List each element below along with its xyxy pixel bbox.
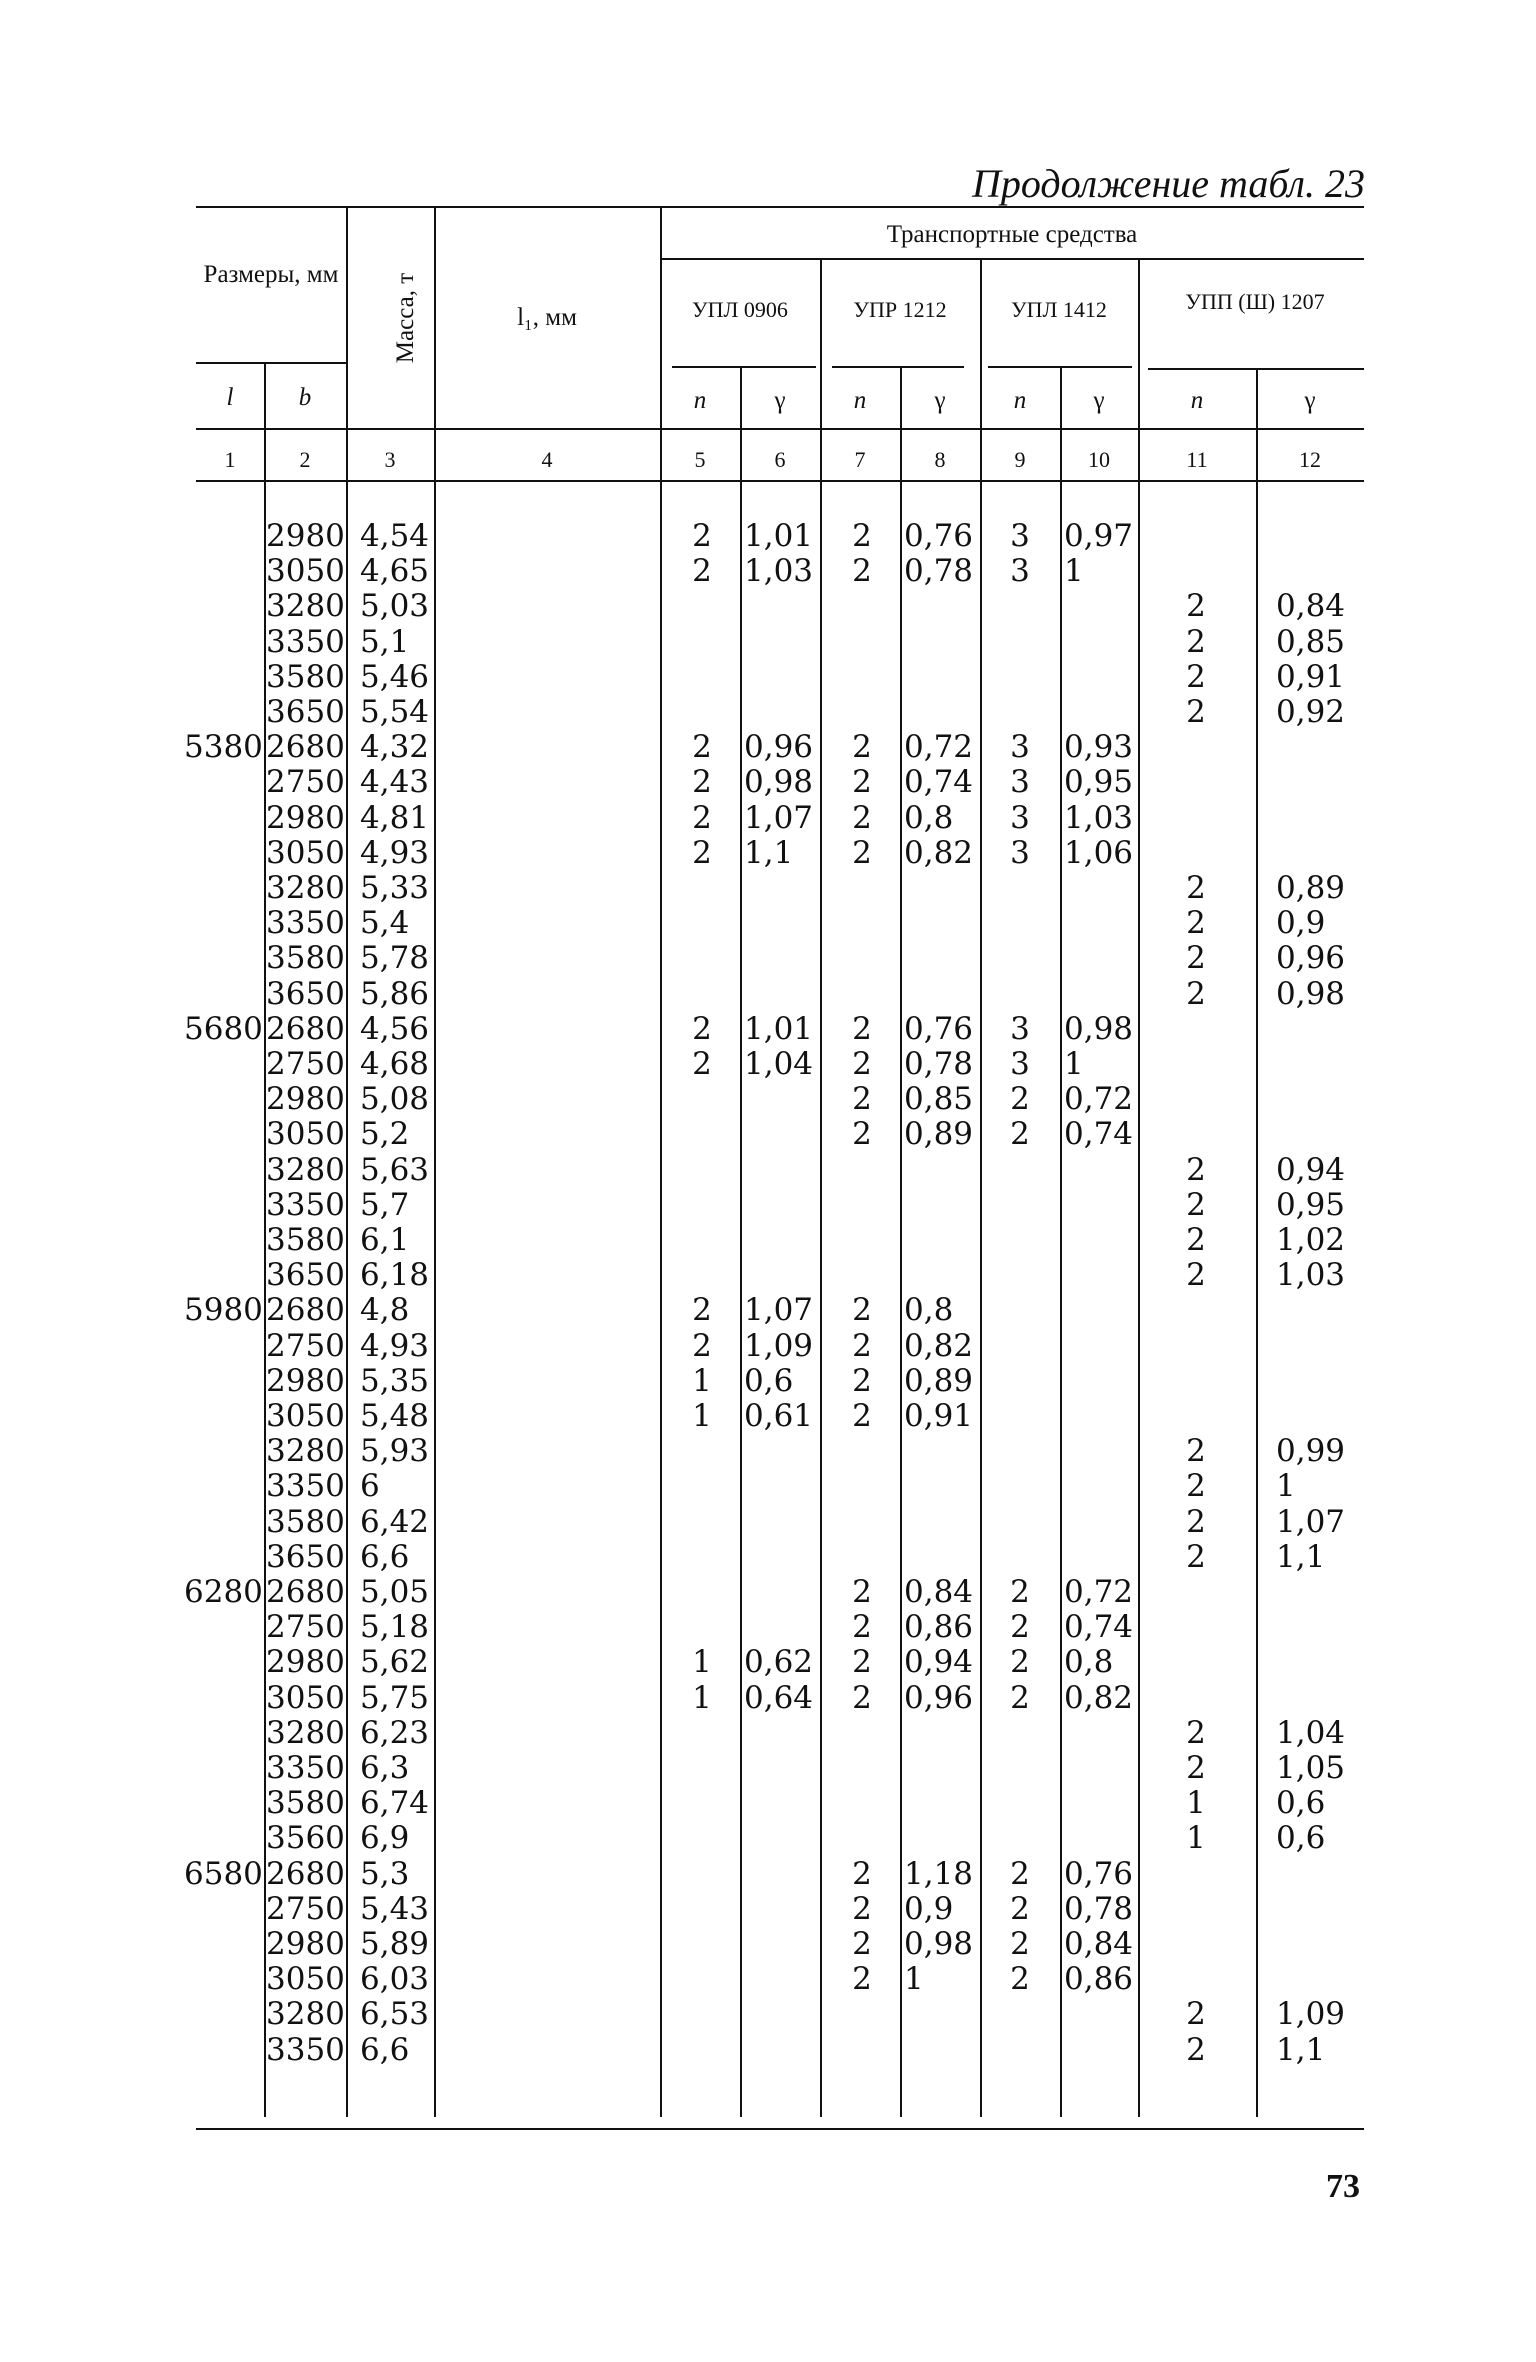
cell-n4: 2 (1186, 1257, 1206, 1294)
cell-m: 5,46 (360, 658, 430, 695)
cell-b: 2980 (266, 518, 345, 554)
cell-b: 3650 (266, 1538, 345, 1575)
cell-g2: 0,89 (904, 1362, 974, 1399)
cell-m: 4,68 (360, 1046, 430, 1082)
colnum-4: 4 (541, 447, 553, 472)
cell-g2: 1 (904, 1961, 924, 1998)
cell-n3: 3 (1010, 764, 1030, 801)
cell-m: 5,4 (360, 905, 410, 942)
cell-b: 2680 (266, 1010, 345, 1047)
cell-b: 3580 (266, 1785, 345, 1822)
cell-b: 3280 (266, 1151, 345, 1188)
cell-g3: 0,82 (1064, 1679, 1134, 1716)
cell-g3: 0,97 (1064, 518, 1134, 554)
cell-l: 5980 (184, 1292, 263, 1329)
cell-n3: 2 (1010, 1679, 1030, 1716)
cell-m: 5,03 (360, 588, 430, 625)
cell-m: 4,54 (360, 518, 430, 554)
cell-n2: 2 (852, 1327, 872, 1364)
cell-g1: 0,62 (744, 1644, 814, 1681)
cell-m: 5,05 (360, 1574, 430, 1610)
cell-m: 6,6 (360, 2031, 410, 2068)
cell-g2: 0,82 (904, 1327, 974, 1364)
cell-b: 2680 (266, 1855, 345, 1892)
header-sizes: Размеры, мм (203, 261, 339, 288)
cell-m: 5,48 (360, 1398, 430, 1434)
cell-m: 5,86 (360, 975, 430, 1012)
cell-g2: 0,96 (904, 1679, 974, 1716)
cell-n2: 2 (852, 1961, 872, 1998)
cell-n3: 3 (1010, 553, 1030, 590)
cell-g1: 1,01 (744, 1010, 814, 1047)
cell-n4: 2 (1186, 905, 1206, 942)
rule-vehicle-2 (832, 366, 964, 368)
cell-n2: 2 (852, 1574, 872, 1610)
cell-n2: 2 (852, 764, 872, 801)
cell-m: 6,23 (360, 1714, 430, 1751)
header-vehicle-3: УПЛ 1412 (1011, 297, 1107, 322)
cell-n4: 2 (1186, 940, 1206, 977)
cell-g2: 0,9 (904, 1890, 954, 1927)
cell-n4: 2 (1186, 694, 1206, 730)
cell-g4: 0,84 (1276, 588, 1346, 625)
cell-g1: 0,6 (744, 1362, 794, 1399)
vline-11 (1256, 368, 1258, 2117)
colnum-9: 9 (1014, 447, 1026, 472)
cell-n2: 2 (852, 1010, 872, 1047)
cell-n2: 2 (852, 1292, 872, 1329)
cell-b: 3050 (266, 1116, 345, 1153)
cell-g2: 0,85 (904, 1081, 974, 1118)
cell-l: 6580 (184, 1855, 263, 1892)
cell-g2: 0,84 (904, 1574, 974, 1610)
cell-m: 6,74 (360, 1785, 430, 1822)
header-l: l (226, 384, 234, 411)
cell-n3: 2 (1010, 1926, 1030, 1962)
cell-n2: 2 (852, 553, 872, 590)
cell-b: 3350 (266, 1468, 345, 1505)
cell-g2: 0,98 (904, 1926, 974, 1962)
cell-b: 2980 (266, 1081, 345, 1118)
colnum-3: 3 (384, 447, 396, 472)
cell-g4: 1,02 (1276, 1222, 1346, 1258)
cell-g3: 0,98 (1064, 1010, 1134, 1047)
cell-m: 6,9 (360, 1820, 410, 1857)
cell-n1: 1 (692, 1644, 712, 1681)
cell-g2: 0,72 (904, 729, 974, 766)
colnum-6: 6 (774, 447, 786, 472)
cell-b: 3050 (266, 1961, 345, 1998)
vline-10 (1138, 258, 1140, 2117)
cell-m: 4,32 (360, 729, 430, 766)
cell-g1: 0,61 (744, 1398, 814, 1434)
cell-n4: 2 (1186, 1151, 1206, 1188)
cell-g4: 1,1 (1276, 2031, 1326, 2068)
vline-5 (740, 366, 742, 2117)
cell-n3: 2 (1010, 1116, 1030, 1153)
cell-m: 6,42 (360, 1503, 430, 1540)
cell-b: 3050 (266, 553, 345, 590)
cell-m: 5,43 (360, 1890, 430, 1927)
cell-g4: 0,95 (1276, 1186, 1346, 1223)
cell-b: 3280 (266, 1996, 345, 2033)
cell-m: 5,62 (360, 1644, 430, 1681)
cell-g1: 1,04 (744, 1046, 814, 1082)
header-gamma-4: γ (1304, 387, 1316, 414)
header-n-2: n (853, 387, 867, 414)
cell-n4: 1 (1186, 1785, 1206, 1822)
cell-n2: 2 (852, 834, 872, 871)
header-l1: l₁, мм (517, 304, 577, 331)
cell-l: 5680 (184, 1010, 263, 1047)
cell-b: 2680 (266, 1292, 345, 1329)
cell-n3: 3 (1010, 518, 1030, 554)
cell-b: 3280 (266, 588, 345, 625)
header-vehicle-2: УПР 1212 (853, 297, 947, 322)
cell-m: 5,3 (360, 1855, 410, 1892)
cell-b: 2750 (266, 1327, 345, 1364)
cell-m: 5,2 (360, 1116, 410, 1153)
cell-n1: 2 (692, 1327, 712, 1364)
cell-g4: 0,96 (1276, 940, 1346, 977)
cell-g1: 0,98 (744, 764, 814, 801)
cell-g3: 0,72 (1064, 1574, 1134, 1610)
cell-g1: 0,96 (744, 729, 814, 766)
cell-m: 5,33 (360, 870, 430, 906)
cell-b: 2750 (266, 1609, 345, 1646)
cell-n3: 2 (1010, 1855, 1030, 1892)
rule-bottom (196, 2128, 1364, 2130)
cell-g3: 0,78 (1064, 1890, 1134, 1927)
cell-b: 3050 (266, 834, 345, 871)
cell-g4: 1,07 (1276, 1503, 1346, 1540)
cell-m: 6,1 (360, 1222, 410, 1258)
colnum-7: 7 (854, 447, 866, 472)
cell-n2: 2 (852, 729, 872, 766)
cell-n2: 2 (852, 1116, 872, 1153)
cell-b: 3580 (266, 658, 345, 695)
cell-m: 5,54 (360, 694, 430, 730)
vline-2 (346, 206, 348, 2117)
cell-m: 5,7 (360, 1186, 410, 1223)
cell-n4: 2 (1186, 658, 1206, 695)
cell-n4: 2 (1186, 623, 1206, 660)
cell-n2: 2 (852, 1609, 872, 1646)
cell-n1: 2 (692, 1292, 712, 1329)
colnum-10: 10 (1088, 447, 1110, 472)
header-gamma-2: γ (934, 387, 946, 414)
cell-g4: 0,98 (1276, 975, 1346, 1012)
cell-g4: 0,92 (1276, 694, 1346, 730)
cell-m: 4,93 (360, 834, 430, 871)
cell-b: 2980 (266, 1362, 345, 1399)
cell-m: 6,18 (360, 1257, 430, 1294)
cell-m: 4,93 (360, 1327, 430, 1364)
cell-g2: 0,82 (904, 834, 974, 871)
rule-sub (196, 428, 1364, 430)
colnum-2: 2 (299, 447, 311, 472)
rule-top (196, 206, 1364, 208)
cell-g3: 1 (1064, 1046, 1084, 1082)
cell-n3: 3 (1010, 834, 1030, 871)
cell-m: 4,56 (360, 1010, 430, 1047)
cell-g3: 0,72 (1064, 1081, 1134, 1118)
cell-b: 3650 (266, 1257, 345, 1294)
cell-g4: 1,05 (1276, 1750, 1346, 1786)
cell-m: 6,6 (360, 1538, 410, 1575)
cell-b: 3350 (266, 1750, 345, 1786)
cell-b: 3650 (266, 975, 345, 1012)
cell-g2: 0,8 (904, 1292, 954, 1329)
cell-n3: 2 (1010, 1890, 1030, 1927)
cell-n2: 2 (852, 1679, 872, 1716)
cell-m: 5,63 (360, 1151, 430, 1188)
cell-g4: 0,6 (1276, 1820, 1326, 1857)
cell-g3: 0,95 (1064, 764, 1134, 801)
cell-n1: 2 (692, 764, 712, 801)
vline-7 (900, 366, 902, 2117)
cell-g2: 0,78 (904, 1046, 974, 1082)
vline-8 (980, 258, 982, 2117)
cell-m: 6,03 (360, 1961, 430, 1998)
cell-b: 3580 (266, 1222, 345, 1258)
vline-6 (820, 258, 822, 2117)
vline-4 (660, 206, 662, 2117)
rule-transport (660, 258, 1364, 260)
cell-b: 2750 (266, 764, 345, 801)
rule-sizes (196, 362, 346, 364)
cell-b: 2750 (266, 1890, 345, 1927)
cell-n1: 1 (692, 1362, 712, 1399)
cell-n2: 2 (852, 1046, 872, 1082)
cell-b: 2750 (266, 1046, 345, 1082)
cell-m: 5,35 (360, 1362, 430, 1399)
table-caption: Продолжение табл. 23 (971, 161, 1365, 206)
cell-n1: 2 (692, 729, 712, 766)
cell-n1: 1 (692, 1398, 712, 1434)
cell-n1: 2 (692, 799, 712, 836)
cell-b: 2980 (266, 1644, 345, 1681)
cell-g3: 0,84 (1064, 1926, 1134, 1962)
cell-n1: 2 (692, 553, 712, 590)
cell-g2: 0,89 (904, 1116, 974, 1153)
cell-g4: 1,1 (1276, 1538, 1326, 1575)
cell-g2: 0,74 (904, 764, 974, 801)
cell-m: 5,18 (360, 1609, 430, 1646)
cell-g2: 0,8 (904, 799, 954, 836)
cell-b: 3580 (266, 1503, 345, 1540)
cell-n2: 2 (852, 1926, 872, 1962)
cell-g4: 0,89 (1276, 870, 1346, 906)
cell-g1: 1,07 (744, 1292, 814, 1329)
cell-n4: 2 (1186, 2031, 1206, 2068)
cell-n3: 2 (1010, 1961, 1030, 1998)
header-b: b (298, 384, 312, 411)
cell-n4: 2 (1186, 1996, 1206, 2033)
cell-b: 3350 (266, 1186, 345, 1223)
cell-g3: 0,74 (1064, 1116, 1134, 1153)
header-vehicle-4: УПП (Ш) 1207 (1185, 289, 1325, 314)
cell-g2: 0,86 (904, 1609, 974, 1646)
cell-g2: 0,76 (904, 1010, 974, 1047)
cell-n4: 1 (1186, 1820, 1206, 1857)
cell-m: 4,8 (360, 1292, 410, 1329)
colnum-12: 12 (1299, 447, 1321, 472)
cell-g3: 0,76 (1064, 1855, 1134, 1892)
cell-g2: 0,94 (904, 1644, 974, 1681)
cell-n4: 2 (1186, 1714, 1206, 1751)
cell-n4: 2 (1186, 1468, 1206, 1505)
cell-g3: 0,8 (1064, 1644, 1114, 1681)
cell-l: 5380 (184, 729, 263, 766)
cell-g2: 0,91 (904, 1398, 974, 1434)
cell-n4: 2 (1186, 588, 1206, 625)
cell-b: 3560 (266, 1820, 345, 1857)
cell-b: 3350 (266, 905, 345, 942)
cell-n4: 2 (1186, 1222, 1206, 1258)
cell-l: 6280 (184, 1574, 263, 1610)
cell-m: 6,3 (360, 1750, 410, 1786)
header-transport: Транспортные средства (886, 221, 1138, 248)
cell-g4: 1,03 (1276, 1257, 1346, 1294)
cell-m: 4,65 (360, 553, 430, 590)
cell-m: 5,93 (360, 1433, 430, 1470)
rule-vehicle-1 (672, 366, 816, 368)
header-vehicle-1: УПЛ 0906 (692, 297, 788, 322)
cell-m: 5,08 (360, 1081, 430, 1118)
cell-g2: 1,18 (904, 1855, 974, 1892)
cell-m: 5,78 (360, 940, 430, 977)
page-number: 73 (1326, 2168, 1360, 2205)
cell-n3: 2 (1010, 1609, 1030, 1646)
cell-b: 2980 (266, 799, 345, 836)
cell-b: 2680 (266, 729, 345, 766)
cell-n3: 3 (1010, 1046, 1030, 1082)
cell-n3: 2 (1010, 1574, 1030, 1610)
cell-g1: 1,09 (744, 1327, 814, 1364)
cell-g4: 0,6 (1276, 1785, 1326, 1822)
cell-b: 3050 (266, 1398, 345, 1434)
colnum-1: 1 (224, 447, 236, 472)
cell-g2: 0,78 (904, 553, 974, 590)
cell-g4: 1 (1276, 1468, 1296, 1505)
cell-n3: 2 (1010, 1644, 1030, 1681)
rule-colnums (196, 480, 1364, 482)
cell-b: 2980 (266, 1926, 345, 1962)
cell-m: 6,53 (360, 1996, 430, 2033)
cell-n4: 2 (1186, 870, 1206, 906)
cell-g2: 0,76 (904, 518, 974, 554)
header-gamma-3: γ (1093, 387, 1105, 414)
colnum-8: 8 (934, 447, 946, 472)
cell-m: 5,1 (360, 623, 410, 660)
cell-n4: 2 (1186, 1538, 1206, 1575)
cell-g4: 0,9 (1276, 905, 1326, 942)
cell-n4: 2 (1186, 1750, 1206, 1786)
cell-g1: 1,03 (744, 553, 814, 590)
cell-g4: 0,91 (1276, 658, 1346, 695)
cell-m: 4,43 (360, 764, 430, 801)
cell-g4: 0,85 (1276, 623, 1346, 660)
cell-m: 6 (360, 1468, 380, 1505)
cell-g3: 0,93 (1064, 729, 1134, 766)
cell-n3: 3 (1010, 729, 1030, 766)
colnum-5: 5 (694, 447, 706, 472)
cell-g1: 1,1 (744, 834, 794, 871)
cell-n1: 2 (692, 518, 712, 554)
cell-n3: 2 (1010, 1081, 1030, 1118)
header-n-4: n (1190, 387, 1204, 414)
cell-n2: 2 (852, 518, 872, 554)
header-mass: Масса, т (392, 272, 419, 364)
cell-b: 3580 (266, 940, 345, 977)
cell-n3: 3 (1010, 799, 1030, 836)
cell-n1: 2 (692, 1010, 712, 1047)
cell-b: 3350 (266, 623, 345, 660)
cell-n1: 2 (692, 1046, 712, 1082)
cell-n2: 2 (852, 1362, 872, 1399)
header-n-1: n (693, 387, 707, 414)
cell-b: 3350 (266, 2031, 345, 2068)
cell-n4: 2 (1186, 975, 1206, 1012)
cell-b: 3280 (266, 1714, 345, 1751)
cell-g4: 1,09 (1276, 1996, 1346, 2033)
cell-n2: 2 (852, 1644, 872, 1681)
cell-n2: 2 (852, 1081, 872, 1118)
cell-g3: 0,74 (1064, 1609, 1134, 1646)
vline-9 (1060, 366, 1062, 2117)
cell-n2: 2 (852, 799, 872, 836)
cell-n4: 2 (1186, 1433, 1206, 1470)
cell-n1: 1 (692, 1679, 712, 1716)
cell-g3: 1,06 (1064, 834, 1134, 871)
cell-b: 3650 (266, 694, 345, 730)
cell-n2: 2 (852, 1890, 872, 1927)
cell-b: 2680 (266, 1574, 345, 1610)
cell-n2: 2 (852, 1855, 872, 1892)
header-n-3: n (1013, 387, 1027, 414)
cell-b: 3280 (266, 870, 345, 906)
cell-n4: 2 (1186, 1186, 1206, 1223)
cell-n3: 3 (1010, 1010, 1030, 1047)
cell-g3: 1 (1064, 553, 1084, 590)
cell-n2: 2 (852, 1398, 872, 1434)
cell-g4: 0,94 (1276, 1151, 1346, 1188)
cell-n1: 2 (692, 834, 712, 871)
colnum-11: 11 (1186, 447, 1208, 472)
cell-g3: 1,03 (1064, 799, 1134, 836)
cell-g1: 1,07 (744, 799, 814, 836)
header-gamma-1: γ (774, 387, 786, 414)
cell-n4: 2 (1186, 1503, 1206, 1540)
cell-b: 3280 (266, 1433, 345, 1470)
cell-g4: 0,99 (1276, 1433, 1346, 1470)
cell-g3: 0,86 (1064, 1961, 1134, 1998)
cell-g4: 1,04 (1276, 1714, 1346, 1751)
cell-m: 5,89 (360, 1926, 430, 1962)
cell-b: 3050 (266, 1679, 345, 1716)
cell-m: 5,75 (360, 1679, 430, 1716)
cell-g1: 1,01 (744, 518, 814, 554)
cell-m: 4,81 (360, 799, 430, 836)
cell-g1: 0,64 (744, 1679, 814, 1716)
